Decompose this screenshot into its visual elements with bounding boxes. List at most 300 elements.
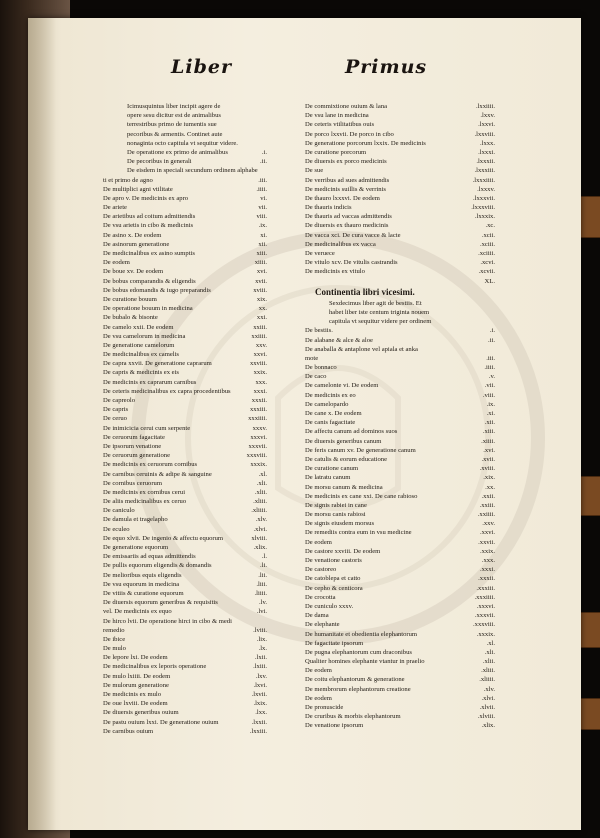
- chapter-number: .xiiii.: [481, 437, 495, 445]
- index-entry: [103, 166, 267, 175]
- chapter-number: .xii.: [484, 419, 495, 427]
- index-entry: [305, 418, 495, 427]
- entry-text: nonaginta octo capitula vt sequitur videre.: [127, 139, 238, 147]
- index-entry: [103, 424, 267, 433]
- index-entry: [103, 387, 267, 396]
- entry-text: terrestribus primo de iumentis sue: [127, 121, 217, 129]
- entry-text: De generatione camelorum: [103, 341, 175, 349]
- index-entry: [305, 547, 495, 556]
- entry-text: De verribus ad sues admittendis: [305, 176, 390, 184]
- index-entry: [103, 470, 267, 479]
- entry-text: De medicinis ex caprarum carnibus: [103, 378, 197, 386]
- chapter-number: .xviii.: [479, 465, 495, 473]
- chapter-number: .ii.: [488, 336, 495, 344]
- entry-text: De capris & medicinis ex eis: [103, 369, 179, 377]
- index-entry: [305, 409, 495, 418]
- entry-text: De mulorum generatione: [103, 681, 169, 689]
- entry-text: De vsu camelorum in medicina: [103, 332, 186, 340]
- index-entry: [305, 510, 495, 519]
- chapter-number: .xxx.: [481, 557, 495, 564]
- entry-text: De inimicicia cerui cum serpente: [103, 424, 191, 432]
- entry-text: De aliis medicinalibus ex ceruo: [103, 498, 187, 506]
- index-entry: [103, 176, 267, 185]
- entry-text: De ceruo: [103, 415, 127, 423]
- index-entry: [103, 607, 267, 616]
- index-entry: [305, 446, 495, 455]
- index-entry: [305, 721, 495, 730]
- index-entry: [305, 111, 495, 120]
- chapter-number: xlviii.: [251, 534, 267, 542]
- index-entry: [103, 644, 267, 653]
- chapter-number: .xliii.: [253, 498, 267, 506]
- index-entry: [305, 299, 495, 308]
- chapter-number: [493, 317, 495, 326]
- index-entry: [103, 286, 267, 295]
- entry-text: De vsu equorum in medicina: [103, 580, 180, 588]
- chapter-number: .xlix.: [481, 722, 495, 730]
- index-entry: [103, 635, 267, 644]
- chapter-number: .xxvi.: [479, 529, 495, 537]
- index-entry: [305, 240, 495, 249]
- entry-text: De diuersis generibus ouium: [103, 709, 179, 717]
- index-entry: [103, 341, 267, 350]
- index-entry: [103, 304, 267, 313]
- entry-text: De eculeo: [103, 525, 130, 533]
- entry-text: De ceteris vtilitatibus ouis: [305, 121, 375, 129]
- index-entry: [305, 501, 495, 510]
- entry-text: De medicinalibus ex asino sumptis: [103, 250, 195, 257]
- index-entry: [103, 139, 267, 148]
- entry-text: De porco lxxvii. De porco in cibo: [305, 130, 394, 138]
- chapter-number: xvi.: [256, 268, 267, 276]
- entry-text: De pullis equorum eligendis & domandis: [103, 562, 212, 570]
- entry-text: De capreolo: [103, 397, 136, 404]
- index-entry: [305, 148, 495, 157]
- entry-text: De castore xxviii. De eodem: [305, 547, 381, 555]
- page-gutter: [28, 18, 56, 830]
- chapter-number: .lxv.: [255, 672, 267, 680]
- entry-text: De asino x. De eodem: [103, 231, 162, 239]
- index-entry: [305, 574, 495, 583]
- index-entry: [103, 460, 267, 469]
- index-entry: [305, 267, 495, 276]
- index-entry: [305, 139, 495, 148]
- entry-text: De eodem: [305, 538, 332, 546]
- chapter-number: .xxxiiii.: [474, 593, 495, 601]
- index-entry: [103, 148, 267, 157]
- entry-text: De commixtione ouium & lana: [305, 103, 388, 110]
- entry-text: De membrorum elephantorum creatione: [305, 685, 411, 693]
- entry-text: De vacca xci. De cura vacce & lacte: [305, 231, 401, 239]
- entry-text: De eisdem in speciali secundum ordinem alphabe: [127, 167, 258, 175]
- index-entry: [103, 580, 267, 589]
- index-entry: [305, 354, 495, 363]
- index-entry: [103, 561, 267, 570]
- index-entry: [305, 176, 495, 185]
- index-entry: [305, 336, 495, 345]
- chapter-number: .lxxiiii.: [475, 103, 495, 110]
- chapter-number: vi.: [260, 194, 267, 202]
- entry-text: De ceruorum fagacitate: [103, 433, 165, 441]
- index-entry: [103, 277, 267, 286]
- entry-text: De bobus edomandis & iugo preparandis: [103, 286, 211, 294]
- chapter-number: .xl.: [258, 470, 267, 478]
- entry-text: De signis eiusdem morsus: [305, 520, 375, 528]
- index-entry: [305, 556, 495, 565]
- entry-text: De medicinis ex mulo: [103, 691, 162, 698]
- entry-text: De damula et tragelapho: [103, 516, 168, 524]
- chapter-number: .xix.: [483, 474, 495, 482]
- chapter-number: XL.: [484, 277, 495, 285]
- index-entry: [103, 396, 267, 405]
- index-entry: [305, 455, 495, 464]
- chapter-number: .li.: [260, 562, 267, 570]
- index-entry: [305, 391, 495, 400]
- index-entry: [305, 639, 495, 648]
- chapter-number: .lxiii.: [253, 663, 267, 671]
- index-entry: [103, 332, 267, 341]
- chapter-number: .xli.: [484, 648, 495, 656]
- chapter-number: .xc.: [485, 222, 495, 230]
- index-entry: [305, 102, 495, 111]
- entry-text: De catoblepa et catto: [305, 575, 361, 583]
- index-entry: [103, 727, 267, 736]
- chapter-number: [493, 299, 495, 308]
- entry-text: De equo xlvii. De ingenio & affectu equorum: [103, 534, 223, 542]
- index-entry: [103, 221, 267, 230]
- index-entry: [103, 488, 267, 497]
- chapter-number: .xxiii.: [479, 501, 495, 509]
- entry-text: De boue xv. De eodem: [103, 268, 164, 276]
- index-entry: [103, 543, 267, 552]
- chapter-number: .xxxvi.: [476, 602, 495, 610]
- chapter-number: .lxxxix.: [474, 213, 495, 221]
- chapter-number: .xliii.: [481, 667, 495, 675]
- index-entry: [305, 657, 495, 666]
- entry-text: De affectu canum ad dominos suos: [305, 428, 398, 436]
- entry-text: De diuersis equorum generibus & requisitis: [103, 599, 218, 607]
- index-entry: [305, 130, 495, 139]
- entry-text: pecoribus & armentis. Continet aute: [127, 130, 223, 138]
- entry-text: opere sesu dicitur est de animalibus: [127, 112, 221, 120]
- index-entry: [103, 378, 267, 387]
- chapter-number: .xliiii.: [251, 507, 267, 515]
- chapter-number: xxxvii.: [248, 442, 267, 450]
- chapter-number: xxxii.: [251, 397, 267, 404]
- chapter-number: xxxiiii.: [248, 415, 267, 423]
- index-entry: [103, 552, 267, 561]
- entry-text: De anaballa & antaplone vel apiala et anka: [305, 345, 418, 353]
- chapter-number: xxxiii.: [249, 406, 267, 414]
- entry-text: De mulo lxiiii. De eodem: [103, 672, 171, 680]
- entry-text: De eodem: [305, 694, 332, 702]
- chapter-number: .xlv.: [255, 516, 267, 524]
- chapter-number: .xxxvii.: [474, 612, 495, 620]
- index-entry: [305, 584, 495, 593]
- index-entry: [103, 451, 267, 460]
- entry-text: De bubalo & bisonte: [103, 314, 158, 322]
- entry-text: De cepho & centicora: [305, 584, 363, 592]
- index-entry: [305, 593, 495, 602]
- chapter-number: vii.: [258, 204, 267, 212]
- chapter-number: .xcvii.: [478, 268, 495, 276]
- entry-text: De thauris indicis: [305, 204, 352, 212]
- chapter-number: .xlii.: [254, 488, 267, 496]
- index-entry: [305, 602, 495, 611]
- index-entry: [305, 363, 495, 372]
- entry-text: De pugna elephantorum cum draconibus: [305, 648, 412, 656]
- index-entry: [103, 699, 267, 708]
- index-entry: [305, 326, 495, 335]
- chapter-number: xxx.: [255, 378, 267, 386]
- index-entry: [103, 442, 267, 451]
- index-entry: [103, 626, 267, 635]
- chapter-number: xxxvi.: [250, 433, 267, 441]
- entry-text: De elephante: [305, 621, 340, 629]
- chapter-number: .lx.: [258, 645, 267, 653]
- chapter-number: .lxxxii.: [476, 158, 495, 166]
- chapter-number: xiiii.: [254, 259, 267, 267]
- chapter-number: .xxxix.: [476, 630, 495, 638]
- index-entry: [305, 528, 495, 537]
- entry-text: De venatione ipsorum: [305, 722, 364, 730]
- chapter-number: viii.: [256, 213, 267, 221]
- entry-text: De ariete: [103, 204, 127, 212]
- entry-text: De operatione bouum in medicina: [103, 305, 193, 313]
- entry-text: capitula vt sequitur videre per ordinem: [329, 318, 432, 326]
- chapter-number: .xvii.: [481, 455, 495, 463]
- index-entry: [103, 479, 267, 488]
- entry-text: De generatione equorum: [103, 544, 169, 551]
- entry-text: De coitu elephantorum & generatione: [305, 676, 405, 684]
- chapter-number: .ii.: [260, 158, 267, 166]
- chapter-number: .lxxviii.: [474, 130, 495, 138]
- entry-text: Continentia libri vicesimi.: [315, 286, 415, 297]
- chapter-number: .lxxxviii.: [471, 204, 495, 212]
- index-entry: [305, 483, 495, 492]
- entry-text: De medicinis ex vitulo: [305, 268, 365, 276]
- chapter-number: .lxxxv.: [477, 185, 495, 193]
- index-entry: [103, 157, 267, 166]
- entry-text: De eodem: [103, 259, 130, 267]
- chapter-number: .xi.: [486, 410, 495, 417]
- entry-text: De veruece: [305, 250, 335, 257]
- entry-text: Qualiter homines elephante vtantur in praelio: [305, 658, 425, 666]
- index-entry: [305, 666, 495, 675]
- chapter-number: .xciii.: [479, 240, 495, 248]
- index-entry: [305, 308, 495, 317]
- entry-text: De carnibus ouium: [103, 727, 154, 735]
- entry-text: De cuniculo xxxv.: [305, 602, 354, 610]
- chapter-number: .vii.: [484, 382, 495, 390]
- chapter-number: .lxix.: [253, 700, 267, 708]
- chapter-number: xxv.: [255, 341, 267, 349]
- index-entry: [103, 194, 267, 203]
- entry-text: De bobus comparandis & eligendis: [103, 277, 196, 285]
- chapter-number: .liii.: [256, 580, 267, 588]
- entry-text: De diuersis generibus canum: [305, 437, 382, 445]
- entry-text: Icimusquintus liber incipit agere de: [127, 103, 221, 110]
- index-entry: [305, 703, 495, 712]
- index-entry: [305, 221, 495, 230]
- index-entry: [103, 718, 267, 727]
- chapter-number: .xlviii.: [477, 713, 495, 721]
- chapter-number: [265, 130, 267, 139]
- index-entry: [103, 589, 267, 598]
- index-entry: [305, 492, 495, 501]
- entry-text: De morsu canis rabiosi: [305, 511, 366, 519]
- chapter-number: .lii.: [258, 571, 267, 579]
- index-entry: [305, 694, 495, 703]
- chapter-number: .iiii.: [484, 364, 495, 372]
- entry-text: De canis fagacitate: [305, 419, 356, 427]
- chapter-number: .lxxxiii.: [474, 167, 495, 175]
- entry-text: De curatione porcorum: [305, 148, 367, 156]
- entry-text: De capris: [103, 406, 129, 414]
- chapter-number: .ix.: [258, 222, 267, 230]
- chapter-number: .v.: [488, 373, 495, 381]
- chapter-number: xxviii.: [249, 360, 267, 368]
- index-entry: [103, 534, 267, 543]
- index-entry: [305, 231, 495, 240]
- index-entry: [103, 359, 267, 368]
- entry-text: De medicinalibus ex vacca: [305, 240, 376, 248]
- chapter-number: .iii.: [258, 176, 267, 184]
- chapter-number: [493, 345, 495, 354]
- entry-text: De curatione canum: [305, 465, 359, 473]
- chapter-number: .lxx.: [255, 709, 267, 717]
- index-entry: [103, 515, 267, 524]
- chapter-number: .lxii.: [254, 654, 267, 662]
- chapter-number: .xlv.: [483, 685, 495, 693]
- running-head-left: Liber: [171, 56, 232, 78]
- index-entry: [305, 120, 495, 129]
- chapter-number: .xlvi.: [481, 694, 495, 702]
- entry-text: mote: [305, 354, 319, 362]
- index-entry: [305, 212, 495, 221]
- index-entry: [305, 277, 495, 286]
- entry-text: De vitiis & curatione equorum: [103, 589, 184, 597]
- index-entry: [103, 571, 267, 580]
- chapter-number: .liiii.: [254, 589, 267, 597]
- entry-text: Sexdecimus liber agit de bestiis. Et: [329, 299, 422, 307]
- chapter-number: xxi.: [256, 314, 267, 322]
- chapter-number: xviii.: [253, 286, 267, 294]
- entry-text: De crocotta: [305, 593, 336, 601]
- chapter-number: .lviii.: [253, 626, 267, 634]
- chapter-number: .xxxviii.: [473, 621, 495, 629]
- index-entry: [103, 368, 267, 377]
- entry-text: De medicinis suillis & verrinis: [305, 185, 386, 193]
- chapter-number: .xxvii.: [478, 538, 495, 546]
- entry-text: De ibice: [103, 635, 126, 643]
- chapter-number: .xxv.: [482, 520, 495, 528]
- index-entry: [103, 414, 267, 423]
- entry-text: De arietibus ad coitum admittendis: [103, 213, 196, 221]
- index-entry: [305, 185, 495, 194]
- entry-text: habet liber iste centum triginta nouem: [329, 308, 430, 316]
- chapter-number: .iiii.: [256, 185, 267, 193]
- entry-text: De alabane & alce & aloe: [305, 336, 373, 344]
- chapter-number: xxvi.: [253, 351, 267, 359]
- chapter-number: xi.: [260, 231, 267, 239]
- index-entry: [305, 372, 495, 381]
- index-entry: [305, 157, 495, 166]
- chapter-number: .iii.: [486, 354, 495, 362]
- entry-text: De medicinis ex eo: [305, 391, 356, 399]
- chapter-number: .xxii.: [481, 492, 495, 500]
- chapter-number: .xl.: [486, 639, 495, 647]
- chapter-number: .lxxvi.: [478, 121, 495, 129]
- entry-text: De thauro lxxxvi. De eodem: [305, 194, 380, 202]
- chapter-number: .i.: [489, 327, 495, 335]
- index-entry: [103, 708, 267, 717]
- entry-text: De latratu canum: [305, 474, 351, 482]
- index-entry: [305, 400, 495, 409]
- entry-text: De thauris ad vaccas admittendis: [305, 213, 392, 221]
- index-entry: [103, 249, 267, 258]
- chapter-number: [265, 102, 267, 111]
- entry-text: De cornibus ceruorum: [103, 479, 162, 487]
- entry-text: De signis rabiei in cane: [305, 501, 367, 509]
- entry-text: vel. De medicinis ex equo: [103, 608, 172, 616]
- index-entry: [103, 240, 267, 249]
- entry-text: De ceruorum generatione: [103, 452, 171, 460]
- entry-text: De multiplici agni vtilitate: [103, 185, 173, 193]
- index-entry: [103, 258, 267, 267]
- entry-text: De medicinis ex cane xxi. De cane rabioso: [305, 492, 418, 500]
- entry-text: De capra xxvii. De generatione caprarum: [103, 360, 212, 368]
- entry-text: ti et primo de agno: [103, 176, 153, 184]
- entry-text: De carnibus ceruinis & adipe & sanguine: [103, 470, 212, 478]
- entry-text: De humanitate et obedientia elephantorum: [305, 630, 418, 638]
- index-entry: [103, 323, 267, 332]
- index-entry: [103, 506, 267, 515]
- book-page: [28, 18, 581, 830]
- entry-text: De diuersis ex thauro medicinis: [305, 222, 389, 230]
- index-entry: [103, 231, 267, 240]
- index-entry: [305, 381, 495, 390]
- chapter-number: .xcii.: [481, 231, 495, 239]
- index-entry: [103, 267, 267, 276]
- chapter-number: xxxviii.: [246, 452, 267, 460]
- index-entry: [103, 672, 267, 681]
- entry-text: De remediis contra eum in vsu medicine: [305, 529, 412, 537]
- chapter-number: .i.: [261, 148, 267, 156]
- chapter-number: .xxxiii.: [476, 584, 495, 592]
- right-column: [305, 102, 495, 731]
- index-entry: [305, 648, 495, 657]
- entry-text: De diuersis ex porco medicinis: [305, 158, 387, 166]
- entry-text: De caniculo: [103, 507, 135, 515]
- chapter-number: .xlix.: [253, 544, 267, 551]
- chapter-number: [265, 111, 267, 120]
- index-entry: [103, 130, 267, 139]
- entry-text: De dama: [305, 612, 329, 620]
- chapter-number: xxiiii.: [251, 332, 267, 340]
- chapter-number: .lix.: [256, 635, 267, 643]
- index-entry: [103, 525, 267, 534]
- index-entry: [305, 519, 495, 528]
- entry-text: De cane x. De eodem: [305, 410, 362, 417]
- chapter-number: xix.: [256, 295, 267, 303]
- index-entry: [103, 102, 267, 111]
- entry-text: De venatione castoris: [305, 557, 362, 564]
- entry-text: De eodem: [305, 667, 332, 675]
- chapter-number: .xliiii.: [479, 676, 495, 684]
- chapter-number: xxiii.: [253, 323, 267, 331]
- entry-text: De apro v. De medicinis ex apro: [103, 194, 189, 202]
